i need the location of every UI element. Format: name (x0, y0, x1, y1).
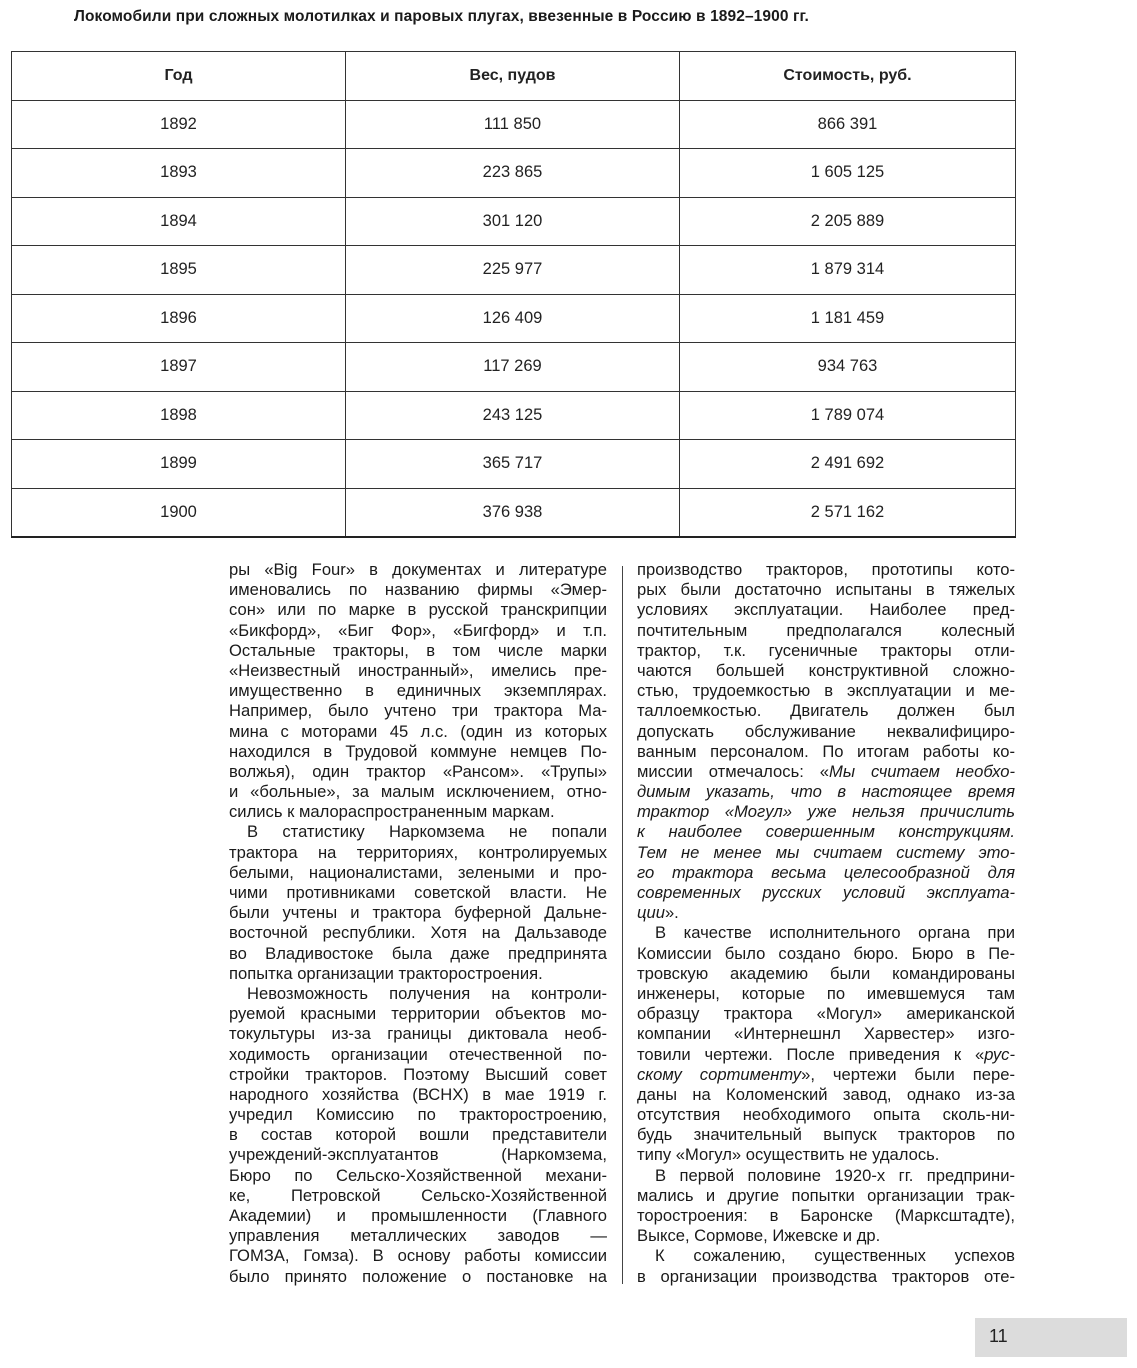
text-line: во Владивостоке была даже предпринята (229, 943, 607, 963)
text-line: чаются большей конструктивной сложно- (637, 660, 1015, 680)
table-caption: Локомобили при сложных молотилках и паровых плугах, ввезенные в Россию в 1892–1900 гг. (74, 8, 809, 25)
text-line: таллоемкостью. Двигатель должен был (637, 701, 1015, 721)
text-line-mixed (637, 903, 1015, 923)
cell-cost: 2 571 162 (680, 488, 1016, 537)
text-line: токультуры из-за границы диктовала необ- (229, 1024, 607, 1044)
cell-year: 1892 (12, 100, 346, 149)
text-line-mixed (637, 1045, 1015, 1065)
text-line: инженеры, которые по имевшемуся там (637, 983, 1015, 1003)
text-line: условиях эксплуатации. Наиболее пред- (637, 600, 1015, 620)
text-line: ходимость организации отечественной по- (229, 1044, 607, 1064)
text-line: мина с моторами 45 л.с. (один из которых (229, 721, 607, 741)
cell-year: 1897 (12, 343, 346, 392)
paragraph-start: К сожалению, существенных успехов (655, 1246, 1015, 1266)
table-row (12, 294, 1016, 343)
paragraph-start: В статистику Наркомзема не попали (247, 822, 607, 842)
import-statistics-table (11, 51, 1016, 538)
cell-year: 1896 (12, 294, 346, 343)
text-line: сились к малораспространенным маркам. (229, 802, 555, 822)
text-line: были учтены и трактора буферной Дальне- (229, 903, 607, 923)
quote-line: го трактора весьма целесообразной для (637, 862, 1015, 882)
text-line: тровскую академию были командированы (637, 963, 1015, 983)
body-text-left-column (229, 560, 607, 1287)
text-line: стройки тракторов. Поэтому Высший совет (229, 1064, 607, 1084)
text-line: производство тракторов, прототипы кото- (637, 560, 1015, 579)
cell-weight: 111 850 (346, 100, 680, 149)
text-line: белыми, националистами, зелеными и про- (229, 862, 607, 882)
text-line: было принято положение о постановке на (229, 1266, 607, 1286)
text-line: ГОМЗА, Гомза). В основу работы комиссии (229, 1246, 607, 1266)
text-line: Академии) и промышленности (Главного (229, 1206, 607, 1225)
text-line: в состав которой вошли представители (229, 1125, 607, 1145)
text-line: находился в Трудовой коммуне немцев По- (229, 741, 607, 761)
text-line-mixed (637, 1065, 1015, 1085)
header-weight: Вес, пудов (346, 52, 680, 101)
table-row (12, 197, 1016, 246)
cell-year: 1900 (12, 488, 346, 537)
text-line: «Неизвестный иностранный», имелись пре- (229, 660, 607, 680)
cell-cost: 934 763 (680, 343, 1016, 392)
text-line: попытка организации тракторостроения. (229, 963, 543, 983)
text-segment: ». (664, 903, 679, 923)
cell-weight: 376 938 (346, 488, 680, 537)
table-row (12, 246, 1016, 295)
text-line: «Бикфорд», «Биг Фор», «Бигфорд» и т.п. (229, 620, 607, 640)
text-line: ванным персоналом. По итогам работы ко- (637, 741, 1015, 761)
cell-cost: 1 879 314 (680, 246, 1016, 295)
page-number-box (975, 1318, 1127, 1357)
cell-cost: 2 205 889 (680, 197, 1016, 246)
text-segment: товили чертежи. После приведения к « (637, 1044, 985, 1064)
table-row (12, 100, 1016, 149)
text-line: будь значительный выпуск тракторов по (637, 1125, 1015, 1145)
cell-year: 1899 (12, 440, 346, 489)
text-line-mixed (637, 762, 1015, 782)
cell-weight: 301 120 (346, 197, 680, 246)
column-divider (622, 566, 623, 1284)
table-row (12, 391, 1016, 440)
text-line: рых были достаточно испытаны в тяжелых (637, 580, 1015, 600)
table-row (12, 343, 1016, 392)
cell-weight: 225 977 (346, 246, 680, 295)
text-line: компании «Интернешнл Харвестер» изго- (637, 1024, 1015, 1044)
text-line: отсутствия необходимого опыта сколь-ни- (637, 1105, 1015, 1125)
text-line: сон» или по марке в русской транскрипции (229, 600, 607, 620)
table-row (12, 488, 1016, 537)
cell-cost: 1 789 074 (680, 391, 1016, 440)
italic-term: рус- (984, 1044, 1015, 1064)
text-line: типу «Могул» осуществить не удалось. (637, 1145, 940, 1165)
quote-line: димым указать, что в настоящее время (637, 782, 1015, 802)
text-line: именовались по названию фирмы «Эмер- (229, 580, 607, 600)
cell-cost: 1 181 459 (680, 294, 1016, 343)
text-line: почтительным предполагался колесный (637, 620, 1015, 640)
text-line: и «больные», за малым исключением, отно- (229, 782, 607, 802)
quote-line: к наиболее совершенным конструкциям. (637, 822, 1015, 842)
cell-weight: 223 865 (346, 149, 680, 198)
text-line: допускать обслуживание неквалифициро- (637, 721, 1015, 741)
cell-year: 1895 (12, 246, 346, 295)
text-line: восточной республики. Хотя на Дальзаводе (229, 923, 607, 943)
cell-weight: 117 269 (346, 343, 680, 392)
cell-weight: 243 125 (346, 391, 680, 440)
table-row (12, 440, 1016, 489)
text-line: волжья), один трактор «Рансом». «Трупы» (229, 761, 607, 781)
text-line: Комиссии было создано бюро. Бюро в Пе- (637, 943, 1015, 963)
paragraph-start: В качестве исполнительного органа при (655, 923, 1015, 943)
text-line: Остальные тракторы, в том числе марки (229, 640, 607, 660)
text-line: имущественно в единичных экземплярах. (229, 681, 607, 701)
text-line: в организации производства тракторов оте- (637, 1266, 1015, 1286)
cell-weight: 365 717 (346, 440, 680, 489)
text-line: даны на Коломенский завод, однако из-за (637, 1084, 1015, 1104)
quote-line: трактор «Могул» уже нельзя причислить (637, 802, 1015, 822)
cell-year: 1893 (12, 149, 346, 198)
text-line: ке, Петровской Сельско-Хозяйственной (229, 1185, 607, 1205)
italic-term: скому сортименту (637, 1064, 802, 1084)
text-line: Выксе, Сормове, Ижевске и др. (637, 1226, 881, 1246)
table-header-row (12, 52, 1016, 101)
text-line: стью, трудоемкостью в эксплуатации и ме- (637, 681, 1015, 701)
paragraph-start: В первой половине 1920-х гг. предприни- (655, 1165, 1015, 1185)
page-number: 11 (989, 1326, 1008, 1346)
cell-cost: 2 491 692 (680, 440, 1016, 489)
quote-italic: Мы считаем необхо- (829, 761, 1015, 781)
text-line: учреждений-эксплуатантов (Наркомзема, (229, 1145, 607, 1165)
body-text-right-column (637, 560, 1015, 1287)
text-line: мались и другие попытки организации трак- (637, 1185, 1015, 1205)
quote-italic: ции (637, 903, 665, 923)
text-segment: », чертежи были пере- (801, 1064, 1015, 1084)
text-line: ры «Big Four» в документах и литературе (229, 560, 607, 579)
cell-year: 1898 (12, 391, 346, 440)
text-line: руемой красными территории объектов мо- (229, 1004, 607, 1024)
text-line: чими противниками советской власти. Не (229, 883, 607, 902)
text-line: образцу трактора «Могул» американской (637, 1004, 1015, 1024)
text-line: торостроения: в Баронске (Марксштадте), (637, 1206, 1015, 1225)
header-year: Год (12, 52, 346, 101)
header-cost: Стоимость, руб. (680, 52, 1016, 101)
text-line: Бюро по Сельско-Хозяйственной механи- (229, 1165, 607, 1185)
cell-year: 1894 (12, 197, 346, 246)
text-line: народного хозяйства (ВСНХ) в мае 1919 г. (229, 1084, 607, 1104)
quote-line: современных русских условий эксплуата- (637, 883, 1015, 902)
text-line: управления металлических заводов — (229, 1226, 607, 1246)
cell-cost: 866 391 (680, 100, 1016, 149)
table-row (12, 149, 1016, 198)
cell-weight: 126 409 (346, 294, 680, 343)
text-line: трактора на территориях, контролируемых (229, 842, 607, 862)
cell-cost: 1 605 125 (680, 149, 1016, 198)
text-segment: миссии отмечалось: « (637, 761, 829, 781)
quote-line: Тем не менее мы считаем систему это- (637, 842, 1015, 862)
text-line: трактор, т.к. гусеничные тракторы отли- (637, 640, 1015, 660)
text-line: Например, было учтено три трактора Ма- (229, 701, 607, 721)
text-line: учредил Комиссию по тракторостроению, (229, 1105, 607, 1125)
paragraph-start: Невозможность получения на контроли- (247, 983, 607, 1003)
